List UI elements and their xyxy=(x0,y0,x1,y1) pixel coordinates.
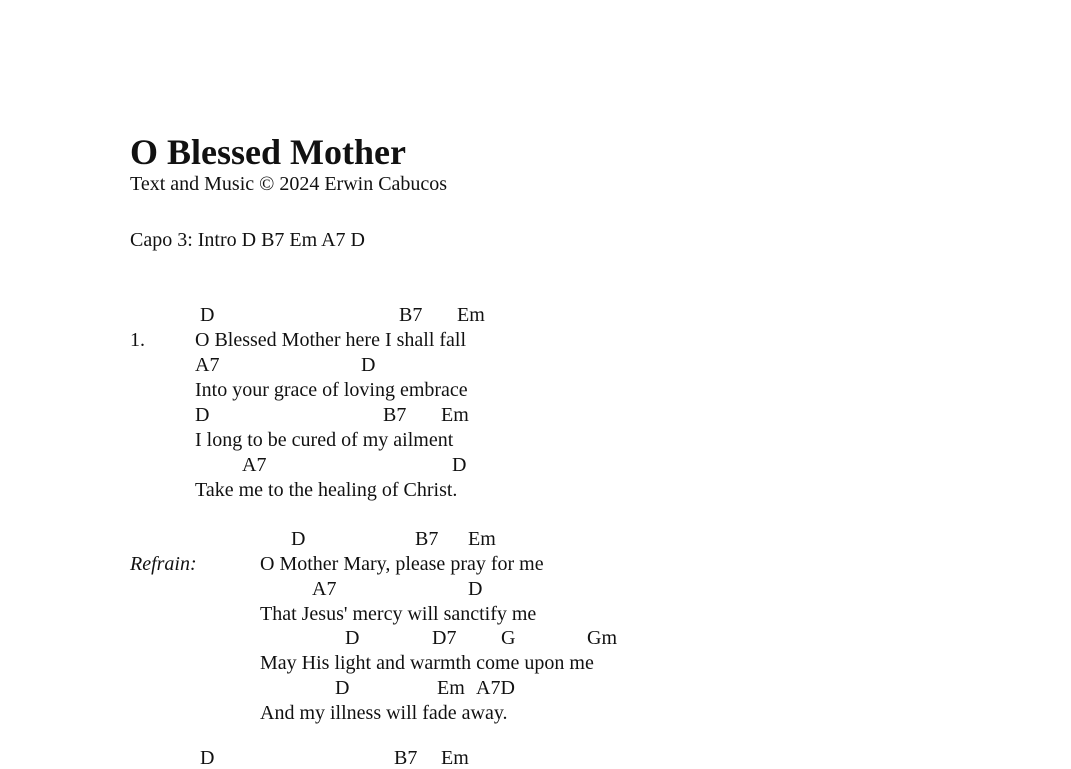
chord: Gm xyxy=(587,627,617,649)
chord: D xyxy=(452,454,467,476)
chord: Em xyxy=(441,747,469,769)
chord: D xyxy=(468,578,483,600)
lyric-line: O Mother Mary, please pray for me xyxy=(260,553,544,575)
chord: Em xyxy=(457,304,485,326)
chord: D xyxy=(200,304,215,326)
song-title: O Blessed Mother xyxy=(130,132,406,172)
chord: B7 xyxy=(415,528,439,550)
lyric-line: That Jesus' mercy will sanctify me xyxy=(260,603,537,625)
chord: D7 xyxy=(432,627,457,649)
chord: D xyxy=(200,747,215,769)
copyright-line: Text and Music © 2024 Erwin Cabucos xyxy=(130,173,448,195)
chord: A7 xyxy=(242,454,267,476)
lyric-line: I long to be cured of my ailment xyxy=(195,429,454,451)
chord: B7 xyxy=(394,747,418,769)
chord: D xyxy=(195,404,210,426)
lyric-line: Into your grace of loving embrace xyxy=(195,379,468,401)
lyric-line: Take me to the healing of Christ. xyxy=(195,479,458,501)
chord: A7 xyxy=(195,354,220,376)
lyric-line: O Blessed Mother here I shall fall xyxy=(195,329,467,351)
chord: D xyxy=(335,677,350,699)
chord: Em xyxy=(437,677,465,699)
chord: G xyxy=(501,627,516,649)
refrain-label: Refrain: xyxy=(130,553,197,575)
lyric-line: May His light and warmth come upon me xyxy=(260,652,594,674)
lyric-line: And my illness will fade away. xyxy=(260,702,508,724)
chord: Em xyxy=(468,528,496,550)
chord: D xyxy=(291,528,306,550)
chord: A7D xyxy=(476,677,515,699)
chord: B7 xyxy=(399,304,423,326)
verse-number: 1. xyxy=(130,329,145,351)
chord: Em xyxy=(441,404,469,426)
capo-intro-line: Capo 3: Intro D B7 Em A7 D xyxy=(130,229,365,251)
chord: D xyxy=(345,627,360,649)
chord: A7 xyxy=(312,578,337,600)
chord: D xyxy=(361,354,376,376)
chord: B7 xyxy=(383,404,407,426)
